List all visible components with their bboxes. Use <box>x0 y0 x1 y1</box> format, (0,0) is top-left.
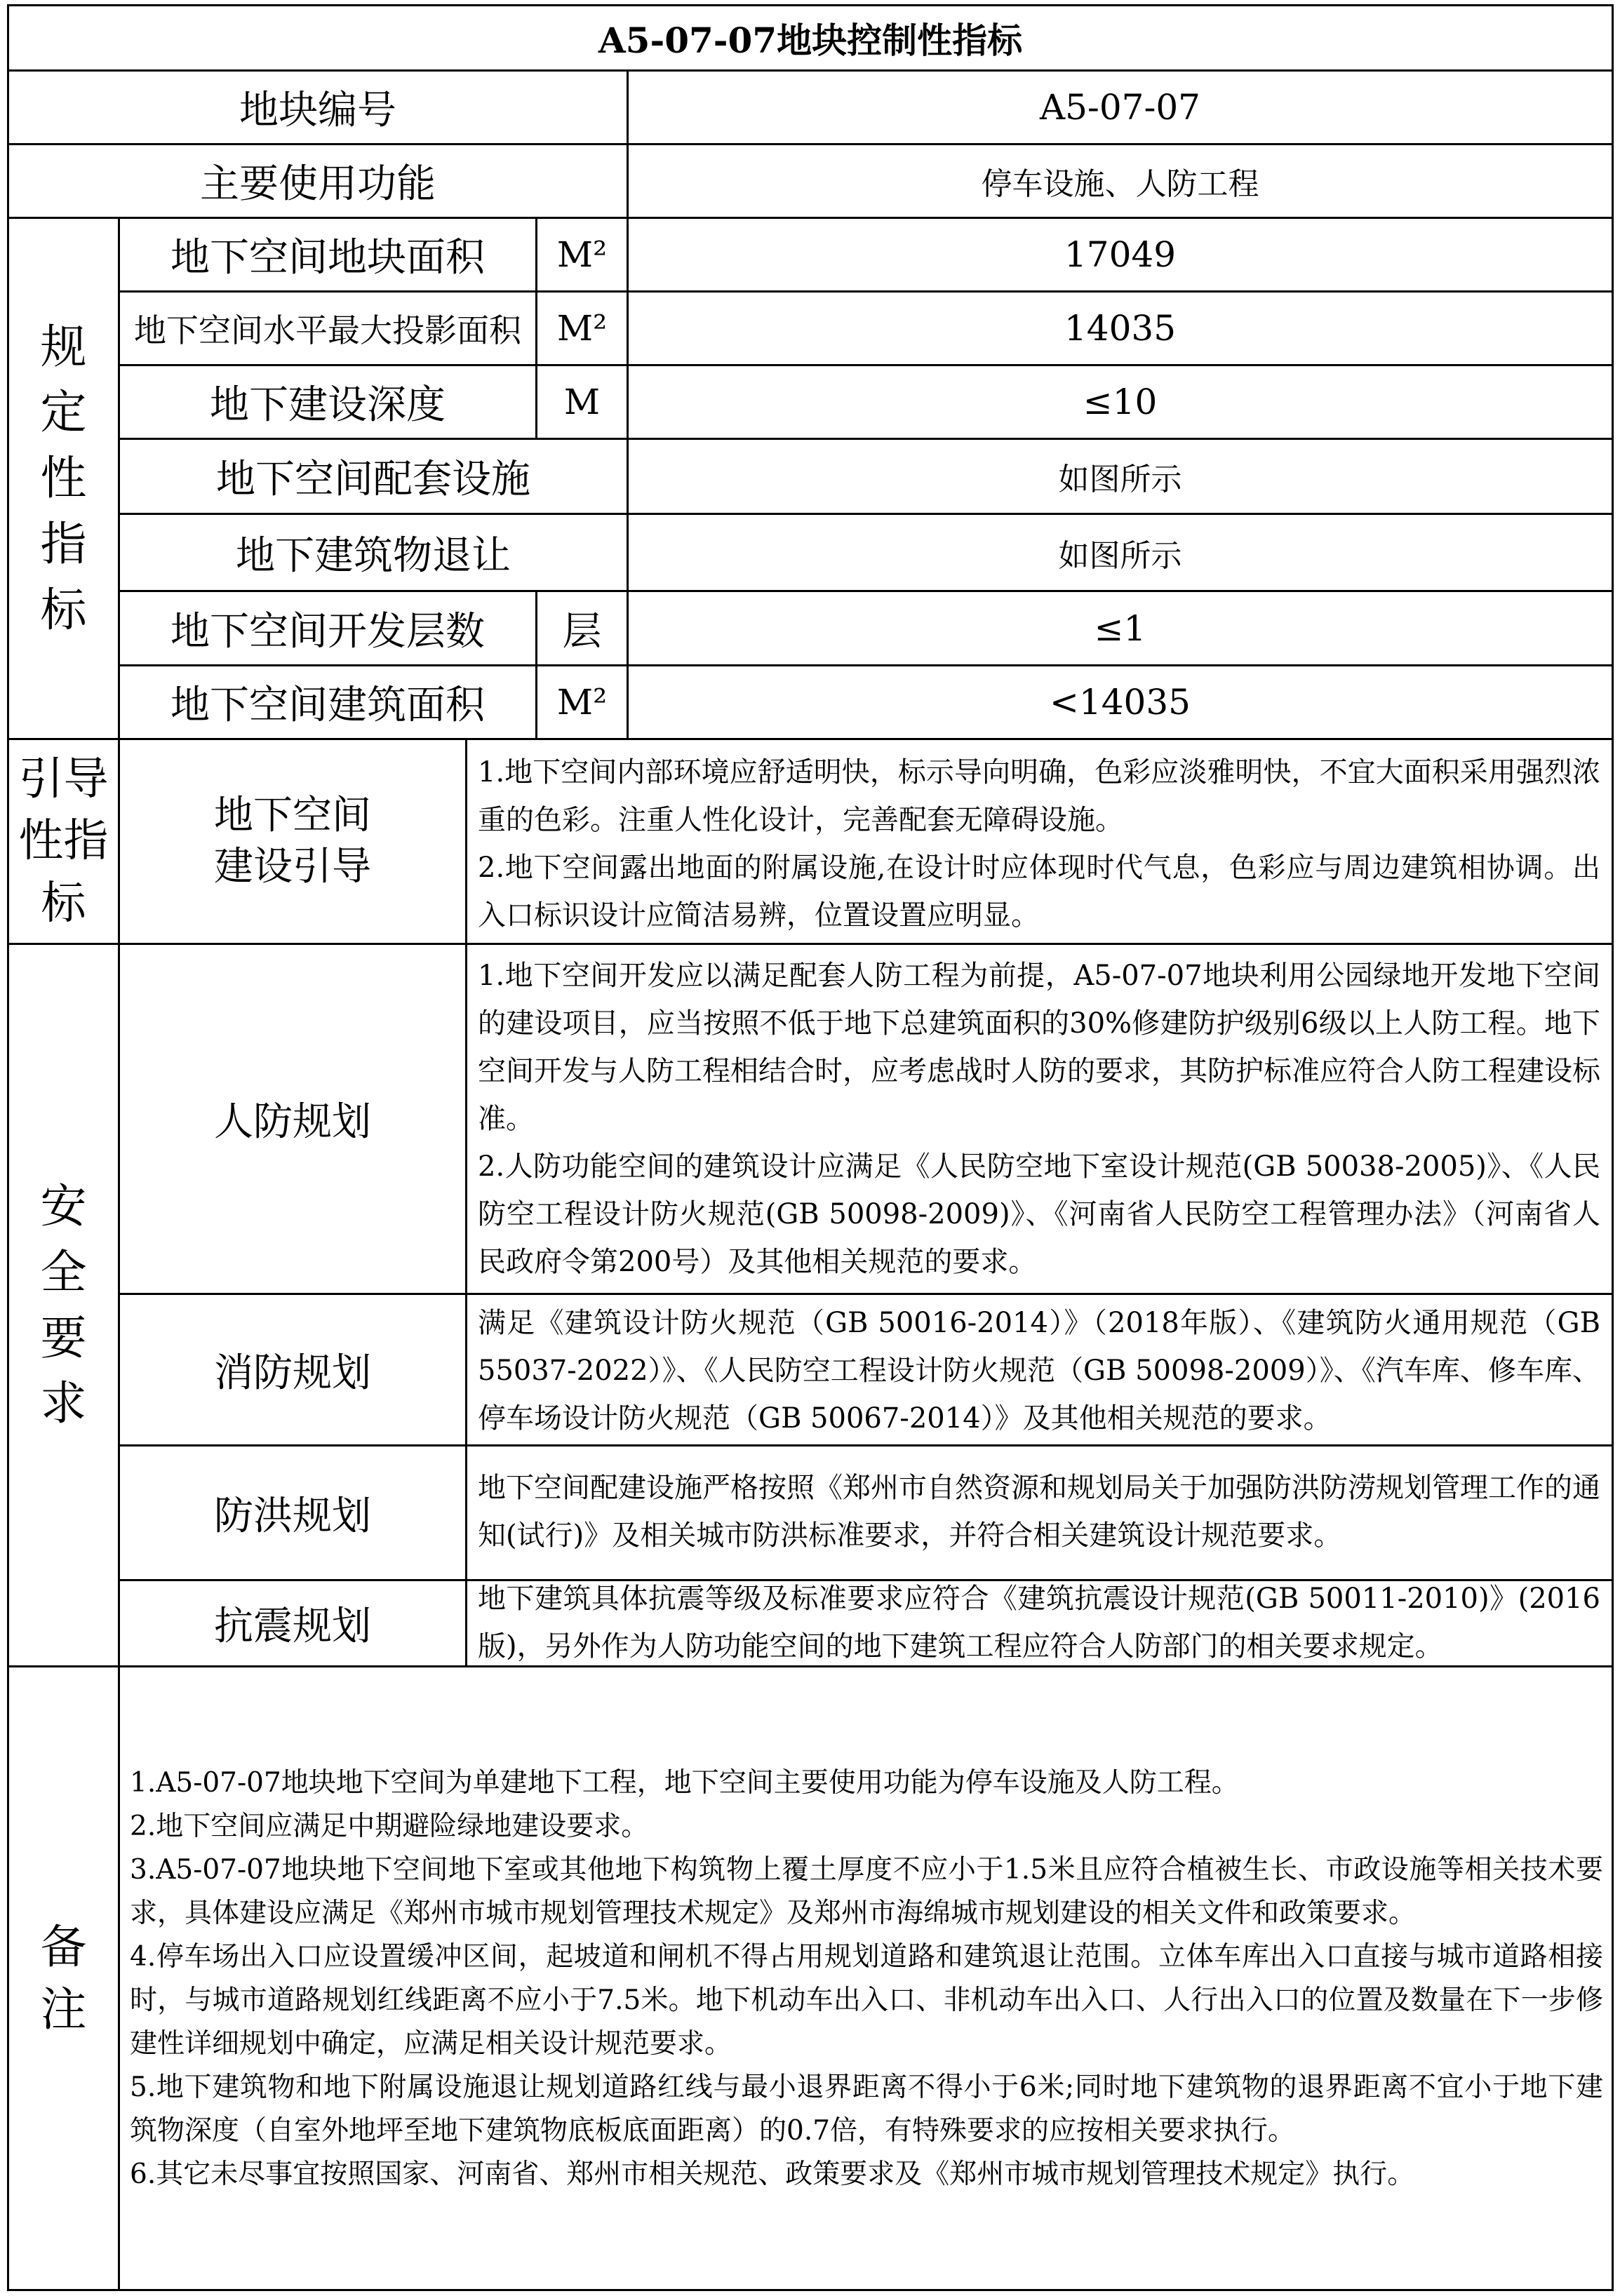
remark-item: 1.A5-07-07地块地下空间为单建地下工程，地下空间主要使用功能为停车设施及人防工程。 <box>130 1767 1239 1799</box>
indicator-unit: M² <box>556 308 608 349</box>
page-title: A5-07-07地块控制性指标 <box>598 20 1023 61</box>
indicator-value: 14035 <box>1064 308 1177 349</box>
flood-text <box>478 1464 1600 1559</box>
flood-label: 防洪规划 <box>214 1493 371 1539</box>
fire-text <box>478 1299 1600 1442</box>
paragraph: 2.地下空间露出地面的附属设施,在设计时应体现时代气息，色彩应与周边建筑相协调。出入口标识设计应简洁易辨，位置设置应明显。 <box>478 852 1600 932</box>
section-char: 规 <box>40 319 87 374</box>
indicator-value: 如图所示 <box>1058 537 1182 574</box>
indicator-unit: M² <box>556 234 608 275</box>
section-char: 标 <box>40 582 87 637</box>
indicator-label: 地下空间建筑面积 <box>170 683 485 728</box>
indicator-label: 地下空间配套设施 <box>216 457 530 502</box>
indicator-value: <14035 <box>1050 682 1191 723</box>
guidance-item-label-line: 建设引导 <box>214 843 371 889</box>
main-function-label: 主要使用功能 <box>200 161 436 207</box>
indicator-value: 如图所示 <box>1058 462 1182 497</box>
paragraph: 满足《建筑设计防火规范（GB 50016-2014）》（2018年版）、《建筑防火通用规范（GB 55037-2022）》、《人民防空工程设计防火规范（GB 50098-2009）》、《汽车库、修车库、停车场设计防火规范（GB 50067-2014）》及其他相关规范的要求。 <box>478 1307 1600 1435</box>
parcel-number-label: 地块编号 <box>239 88 396 133</box>
main-function-value: 停车设施、人防工程 <box>981 166 1259 202</box>
regulatory-section-label <box>9 219 118 738</box>
safety-section-label <box>9 945 118 1665</box>
section-char: 全 <box>40 1244 87 1299</box>
section-char: 指 <box>40 516 87 571</box>
seismic-label: 抗震规划 <box>214 1604 371 1649</box>
paragraph: 2.人防功能空间的建筑设计应满足《人民防空地下室设计规范(GB 50038-2005)》、《人民防空工程设计防火规范(GB 50098-2009)》、《河南省人民防空工程管理办法》（河南省人民政府令第200号）及其他相关规范的要求。 <box>478 1150 1600 1278</box>
section-char: 求 <box>40 1376 87 1431</box>
remarks-text <box>130 1761 1603 2196</box>
remark-item: 6.其它未尽事宜按照国家、河南省、郑州市相关规范、政策要求及《郑州市城市规划管理技术规定》执行。 <box>130 2159 1415 2190</box>
paragraph: 地下建筑具体抗震等级及标准要求应符合《建筑抗震设计规范(GB 50011-2010)》(2016版)，另外作为人防功能空间的地下建筑工程应符合人防部门的相关要求规定。 <box>478 1583 1600 1663</box>
fire-label: 消防规划 <box>214 1350 371 1396</box>
civil-defense-text <box>478 952 1600 1286</box>
remark-item: 4.停车场出入口应设置缓冲区间，起坡道和闸机不得占用规划道路和建筑退让范围。立体车库出入口直接与城市道路相接时，与城市道路规划红线距离不应小于7.5米。地下机动车出入口、非机动车出入口、人行出入口的位置及数量在下一步修建性详细规划中确定，应满足相关设计规范要求。 <box>130 1941 1603 2060</box>
guidance-item-label <box>120 740 465 943</box>
section-char: 性 <box>40 451 87 506</box>
indicator-label: 地下空间地块面积 <box>170 235 485 281</box>
remark-item: 2.地下空间应满足中期避险绿地建设要求。 <box>130 1811 649 1842</box>
indicator-label: 地下空间开发层数 <box>170 608 485 654</box>
paragraph: 1.地下空间开发应以满足配套人防工程为前提，A5-07-07地块利用公园绿地开发地下空间的建设项目，应当按照不低于地下总建筑面积的30%修建防护级别6级以上人防工程。地下空间开发与人防工程相结合时，应考虑战时人防的要求，其防护标准应符合人防工程建设标准。 <box>478 960 1600 1135</box>
indicator-unit: 层 <box>562 608 602 654</box>
paragraph: 地下空间配建设施严格按照《郑州市自然资源和规划局关于加强防洪防涝规划管理工作的通知(试行)》及相关城市防洪标准要求，并符合相关建筑设计规范要求。 <box>478 1472 1600 1552</box>
indicator-label: 地下空间水平最大投影面积 <box>134 311 521 349</box>
guidance-text <box>478 748 1600 939</box>
indicator-unit: M <box>563 382 601 422</box>
guidance-item-label-line: 地下空间 <box>214 792 371 838</box>
remark-item: 5.地下建筑物和地下附属设施退让规划道路红线与最小退界距离不得小于6米;同时地下建筑物的退界距离不宜小于地下建筑物深度（自室外地坪至地下建筑物底板底面距离）的0.7倍，有特殊要求的应按相关要求执行。 <box>130 2072 1603 2147</box>
guidance-section-label <box>9 740 118 943</box>
section-char: 要 <box>40 1310 87 1365</box>
seismic-text <box>478 1575 1600 1670</box>
indicator-unit: M² <box>556 682 608 723</box>
indicator-label: 地下建设深度 <box>210 382 446 428</box>
indicator-value: ≤1 <box>1094 607 1146 649</box>
remark-item: 3.A5-07-07地块地下空间地下室或其他地下构筑物上覆土厚度不应小于1.5米且应符合植被生长、市政设施等相关技术要求，具体建设应满足《郑州市城市规划管理技术规定》及郑州市海绵城市规划建设的相关文件和政策要求。 <box>130 1854 1603 1929</box>
paragraph: 1.地下空间内部环境应舒适明快，标示导向明确，色彩应淡雅明快，不宜大面积采用强烈浓重的色彩。注重人性化设计，完善配套无障碍设施。 <box>478 756 1600 836</box>
rule <box>465 738 467 1665</box>
control-index-table <box>7 4 1614 2291</box>
section-char: 定 <box>40 385 87 440</box>
rule <box>118 1665 120 2289</box>
civil-defense-label: 人防规划 <box>214 1099 371 1145</box>
section-char: 性指 <box>18 815 109 868</box>
section-char: 引导 <box>18 753 109 806</box>
indicator-value: 17049 <box>1064 234 1177 275</box>
indicator-label: 地下建筑物退让 <box>236 532 511 579</box>
section-char: 注 <box>40 1982 87 2036</box>
section-char: 备 <box>40 1919 87 1974</box>
section-char: 标 <box>41 877 86 929</box>
indicator-value: ≤10 <box>1083 382 1158 422</box>
parcel-number-value: A5-07-07 <box>1040 87 1200 128</box>
remarks-section-label <box>9 1667 118 2289</box>
section-char: 安 <box>40 1179 87 1234</box>
